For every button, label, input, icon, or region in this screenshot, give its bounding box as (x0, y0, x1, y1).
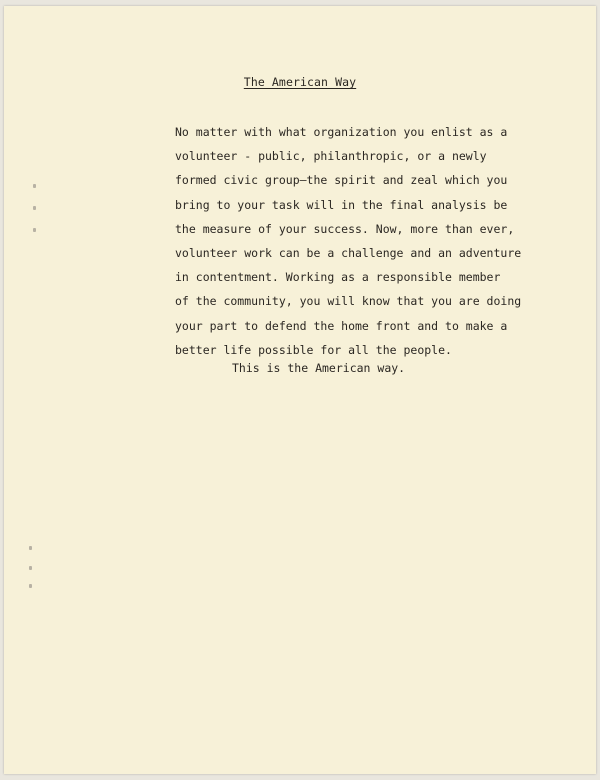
margin-mark (29, 546, 32, 550)
body-line: volunteer work can be a challenge and an adventure (175, 245, 522, 260)
body-line: volunteer - public, philanthropic, or a newly (175, 149, 487, 164)
closing-line: This is the American way. (232, 361, 406, 375)
margin-mark (33, 184, 36, 188)
body-line: of the community, you will know that you are doing (175, 294, 522, 309)
body-line: bring to your task will in the final analysis be (175, 197, 508, 212)
body-line: No matter with what organization you enlist as a (175, 125, 508, 139)
margin-mark (33, 206, 36, 210)
document-body (175, 120, 535, 362)
body-line: in contentment. Working as a responsible member (175, 270, 501, 285)
margin-mark (29, 584, 32, 588)
body-line: the measure of your success. Now, more than ever, (175, 221, 515, 236)
body-line: your part to defend the home front and to make a (175, 318, 508, 333)
body-line: better life possible for all the people. (175, 342, 452, 357)
document-page (4, 6, 596, 774)
margin-mark (33, 228, 36, 232)
body-line: formed civic group—the spirit and zeal which you (175, 173, 508, 188)
document-title: The American Way (243, 75, 357, 89)
margin-mark (29, 566, 32, 570)
